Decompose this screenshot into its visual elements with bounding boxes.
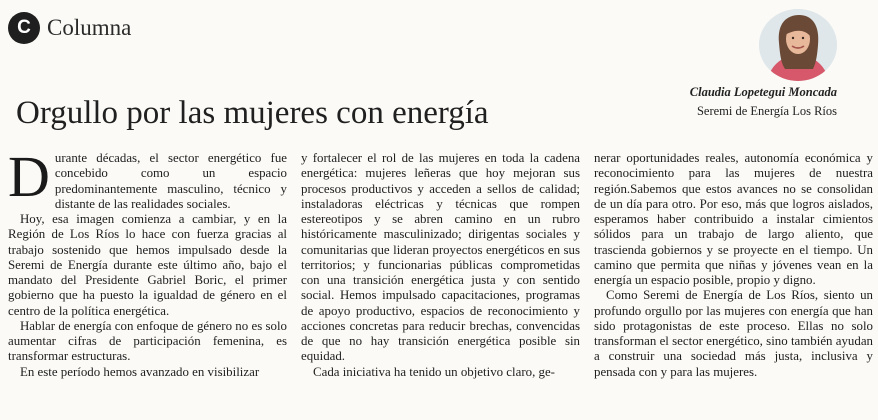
section-label: [8, 12, 131, 44]
paragraph: nerar oportunidades reales, autonomía económica y reconocimiento para las mujeres de nuestra región.Sabemos que estos avances no se consolidan de un día para otro. Por eso, más que logros aislados, esperamos haber contribuido a instalar cimientos sólidos para un trabajo de largo aliento, que trascienda gobiernos y se proyecte en el tiempo. Un camino que permita que niñas y jóvenes vean en la energía un espacio posible, propio y digno.: [594, 151, 873, 287]
paragraph: Cada iniciativa ha tenido un objetivo claro, ge-: [313, 364, 555, 379]
headline: Orgullo por las mujeres con energía: [16, 95, 489, 131]
paragraph: Durante décadas, el sector energético fue concebido como un espacio predominantemente masculino, técnico y distante de las realidades sociales.: [8, 144, 287, 211]
author-photo: [759, 9, 837, 81]
paragraph: y fortalecer el rol de las mujeres en toda la cadena energética: mujeres leñeras que hoy mejoran sus procesos productivos y acceden a sellos de calidad; instaladoras eléctricas y técnicas que rompen estereotipos y se abren camino en un rubro históricamente masculinizado; dirigentas sociales y comunitarias que lideran proyectos energéticos en sus territorios; y funcionarias públicas comprometidas con una transición energética justa y con sentido social. Hemos impulsado capacitaciones, programas de apoyo productivo, espacios de reconocimiento y acciones concretas para reducir brechas, convencidas de que no hay transición energética posible sin equidad.: [301, 151, 580, 364]
section-title: Columna: [47, 15, 132, 40]
section-badge-icon: C: [8, 12, 40, 44]
article-column-2: [301, 151, 580, 380]
article-column-1: [8, 144, 287, 380]
author-portrait-icon: [759, 9, 837, 81]
drop-cap: D: [8, 144, 50, 209]
paragraph: Hablar de energía con enfoque de género no es solo aumentar cifras de participación femenina, es transformar estructuras.: [8, 318, 287, 364]
article-column-3: [594, 151, 873, 380]
paragraph: Hoy, esa imagen comienza a cambiar, y en la Región de Los Ríos lo hace con fuerza gracias al trabajo sostenido que hemos impulsado desde la Seremi de Energía durante este último año, bajo el mandato del Presidente Gabriel Boric, el primer gobierno que ha puesto la igualdad de género en el centro de la política energética.: [8, 212, 287, 318]
paragraph: Como Seremi de Energía de Los Ríos, siento un profundo orgullo por las mujeres con energía que han sido protagonistas de este proceso. Ellas no solo transforman el sector energético, sino también ayudan a construir una sociedad más justa, inclusiva y pensada con y para las mujeres.: [594, 288, 873, 379]
author-name: Claudia Lopetegui Moncada: [689, 85, 837, 99]
paragraph: En este período hemos avanzado en visibilizar: [20, 364, 260, 379]
author-role: Seremi de Energía Los Ríos: [696, 104, 837, 118]
